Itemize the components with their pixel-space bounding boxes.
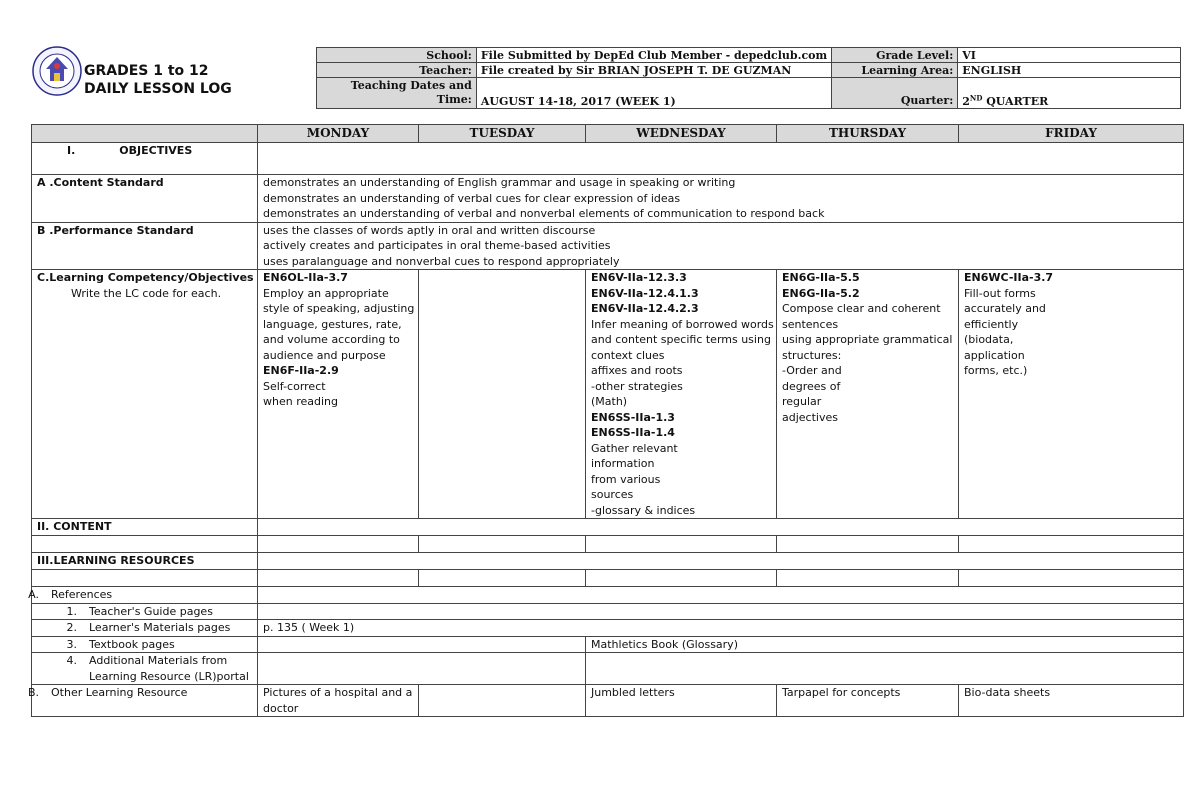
cell — [777, 536, 959, 553]
grade-level-label: Grade Level: — [832, 48, 958, 63]
teacher-value: File created by Sir BRIAN JOSEPH T. DE GUZMAN — [476, 63, 832, 78]
title-grades: GRADES 1 to 12 — [84, 63, 209, 79]
quarter-num: 2 — [962, 95, 970, 108]
dates-value: AUGUST 14-18, 2017 (WEEK 1) — [476, 78, 832, 109]
competency-text: affixes and roots — [591, 364, 683, 377]
ref-additional-label-cell — [32, 653, 258, 685]
competency-thursday — [777, 270, 959, 519]
competency-text: when reading — [263, 395, 338, 408]
ref-row-additional — [32, 653, 1184, 685]
references-value — [258, 587, 1184, 604]
performance-standard-line: uses the classes of words aptly in oral and written discourse — [263, 223, 596, 237]
competency-text: using appropriate grammatical — [782, 333, 953, 346]
content-standard-line: demonstrates an understanding of English grammar and usage in speaking or writing — [263, 176, 736, 189]
other-resource-label-cell — [27, 685, 258, 717]
competency-text: sources — [591, 488, 634, 501]
ref-additional-item — [37, 653, 252, 684]
ref-textbook-mon-tue — [258, 636, 586, 653]
competency-code: EN6SS-IIa-1.4 — [591, 426, 675, 439]
competency-note: Write the LC code for each. — [71, 286, 222, 300]
quarter-value — [958, 78, 1181, 109]
competency-text: -Order and — [782, 364, 842, 377]
cell — [959, 570, 1184, 587]
competency-text: Gather relevant — [591, 441, 678, 455]
ref-additional-mon-tue — [258, 653, 586, 685]
competency-row — [32, 270, 1184, 519]
grade-level-value: VI — [958, 48, 1181, 63]
content-standard-line: demonstrates an understanding of verbal cues for clear expression of ideas — [263, 191, 681, 205]
cell — [777, 570, 959, 587]
ref-tg-num: 1. — [66, 604, 77, 618]
ref-lm-num: 2. — [66, 621, 77, 634]
ref-lm-item — [37, 620, 252, 636]
learning-resources-value — [258, 553, 1184, 570]
cell — [32, 570, 258, 587]
competency-text: audience and purpose — [263, 348, 386, 362]
day-thursday: THURSDAY — [777, 125, 959, 143]
cell — [586, 536, 777, 553]
other-tuesday — [419, 685, 586, 717]
other-wednesday: Jumbled letters — [586, 685, 777, 717]
cell — [419, 570, 586, 587]
content-row — [32, 519, 1184, 536]
performance-standard-line: uses paralanguage and nonverbal cues to respond appropriately — [263, 254, 620, 268]
competency-code: EN6OL-IIa-3.7 — [263, 271, 348, 284]
competency-text: efficiently — [964, 317, 1019, 331]
content-sub-row — [32, 536, 1184, 553]
competency-text: Infer meaning of borrowed words — [591, 317, 774, 331]
ref-row-tg — [32, 603, 1184, 620]
competency-code: EN6V-IIa-12.4.1.3 — [591, 286, 699, 300]
competency-text: information — [591, 457, 655, 470]
other-num: B. — [27, 686, 39, 699]
content-label: II. CONTENT — [32, 519, 258, 536]
competency-code: EN6G-IIa-5.2 — [782, 286, 860, 300]
competency-code: EN6G-IIa-5.5 — [782, 271, 860, 284]
ref-additional-label: Additional Materials from Learning Resource (LR)portal — [89, 654, 249, 683]
competency-friday — [959, 270, 1184, 519]
competency-text: (Math) — [591, 395, 628, 408]
ref-tg-label: Teacher's Guide pages — [89, 604, 213, 618]
references-item — [11, 587, 252, 603]
ref-textbook-label: Textbook pages — [89, 637, 175, 651]
day-monday: MONDAY — [258, 125, 419, 143]
ref-textbook-num: 3. — [66, 637, 77, 651]
quarter-label: Quarter: — [832, 78, 958, 109]
competency-code: EN6F-IIa-2.9 — [263, 364, 339, 377]
ref-tg-label-cell — [32, 603, 258, 620]
school-value: File Submitted by DepEd Club Member - depedclub.com — [476, 48, 832, 63]
competency-text: (biodata, — [964, 333, 1014, 346]
ref-lm-value: p. 135 ( Week 1) — [258, 620, 1184, 637]
competency-code: EN6V-IIa-12.3.3 — [591, 271, 687, 284]
competency-text: from various — [591, 472, 661, 486]
cell — [959, 536, 1184, 553]
competency-text: -glossary & indices — [591, 503, 696, 517]
objectives-num: I. — [67, 144, 76, 157]
competency-text: Fill-out forms — [964, 286, 1036, 300]
title-daily-lesson-log: DAILY LESSON LOG — [84, 81, 232, 97]
ref-textbook-item — [37, 637, 252, 653]
competency-text: application — [964, 348, 1025, 362]
other-monday: Pictures of a hospital and a doctor — [258, 685, 419, 717]
references-num: A. — [28, 588, 39, 601]
performance-standard-label: B .Performance Standard — [32, 222, 258, 270]
performance-standard-line: actively creates and participates in oral theme-based activities — [263, 239, 611, 252]
quarter-text: QUARTER — [982, 95, 1049, 108]
competency-text: -other strategies — [591, 379, 683, 393]
ref-row-lm — [32, 620, 1184, 637]
content-standard-line: demonstrates an understanding of verbal and nonverbal elements of communication to respond back — [263, 207, 825, 220]
references-label: References — [51, 588, 113, 601]
teacher-label: Teacher: — [317, 63, 477, 78]
cell — [258, 536, 419, 553]
competency-text: degrees of — [782, 379, 841, 393]
competency-text: and content specific terms using — [591, 333, 771, 346]
ref-tg-item — [37, 604, 252, 620]
other-friday: Bio-data sheets — [959, 685, 1184, 717]
competency-text: adjectives — [782, 410, 838, 424]
competency-text: regular — [782, 395, 822, 408]
competency-text: language, gestures, rate, — [263, 317, 402, 331]
content-standard-row — [32, 175, 1184, 223]
competency-wednesday — [586, 270, 777, 519]
ref-additional-num: 4. — [66, 654, 77, 667]
competency-text: sentences — [782, 317, 839, 331]
performance-standard-value — [258, 222, 1184, 270]
dates-label-line2: Time: — [436, 93, 472, 106]
objectives-label: OBJECTIVES — [119, 144, 193, 157]
ref-additional-wed-fri — [586, 653, 1184, 685]
cell — [258, 570, 419, 587]
cell — [419, 536, 586, 553]
competency-monday — [258, 270, 419, 519]
competency-text: context clues — [591, 348, 665, 362]
competency-tuesday — [419, 270, 586, 519]
competency-text: style of speaking, adjusting — [263, 302, 415, 315]
competency-label: C.Learning Competency/Objectives — [37, 271, 254, 284]
learning-area-label: Learning Area: — [832, 63, 958, 78]
content-value — [258, 519, 1184, 536]
competency-code: EN6SS-IIa-1.3 — [591, 410, 675, 424]
content-standard-value — [258, 175, 1184, 223]
competency-text: accurately and — [964, 302, 1046, 315]
other-thursday: Tarpapel for concepts — [777, 685, 959, 717]
competency-code: EN6V-IIa-12.4.2.3 — [591, 302, 699, 315]
objectives-heading — [32, 143, 258, 175]
competency-text: Employ an appropriate — [263, 286, 389, 300]
other-resource-item — [11, 685, 252, 701]
content-standard-label: A .Content Standard — [32, 175, 258, 223]
deped-seal-icon — [32, 46, 82, 96]
day-friday: FRIDAY — [959, 125, 1184, 143]
ref-lm-label: Learner's Materials pages — [89, 621, 231, 634]
learning-area-value: ENGLISH — [958, 63, 1181, 78]
learning-resources-row — [32, 553, 1184, 570]
competency-text: forms, etc.) — [964, 364, 1028, 377]
references-heading — [28, 587, 258, 604]
ref-row-textbook — [32, 636, 1184, 653]
ref-lm-label-cell — [32, 620, 258, 637]
competency-code: EN6WC-IIa-3.7 — [964, 271, 1054, 284]
ref-textbook-wednesday: Mathletics Book (Glossary) — [586, 636, 1184, 653]
lesson-log-table — [27, 124, 1184, 717]
dates-label-line1: Teaching Dates and — [350, 79, 472, 92]
day-tuesday: TUESDAY — [419, 125, 586, 143]
corner-cell — [32, 125, 258, 143]
other-resource-row — [32, 685, 1184, 717]
references-row — [32, 587, 1184, 604]
document-title — [84, 62, 232, 98]
ref-tg-value — [258, 603, 1184, 620]
competency-text: Compose clear and coherent — [782, 302, 941, 315]
day-wednesday: WEDNESDAY — [586, 125, 777, 143]
dates-label — [317, 78, 477, 109]
objectives-row — [32, 143, 1184, 175]
cell — [32, 536, 258, 553]
competency-text: and volume according to — [263, 333, 400, 346]
ref-textbook-label-cell — [32, 636, 258, 653]
competency-text: structures: — [782, 348, 842, 362]
school-label: School: — [317, 48, 477, 63]
learning-resources-label: III.LEARNING RESOURCES — [32, 553, 258, 570]
competency-heading — [32, 270, 258, 519]
performance-standard-row — [32, 222, 1184, 270]
objectives-content — [258, 143, 1184, 175]
competency-text: Self-correct — [263, 379, 326, 393]
quarter-sup: ND — [969, 93, 983, 103]
learning-resources-sub-row — [32, 570, 1184, 587]
header-info-table — [316, 47, 1181, 109]
other-label: Other Learning Resource — [51, 686, 188, 699]
day-header-row — [32, 125, 1184, 143]
cell — [586, 570, 777, 587]
